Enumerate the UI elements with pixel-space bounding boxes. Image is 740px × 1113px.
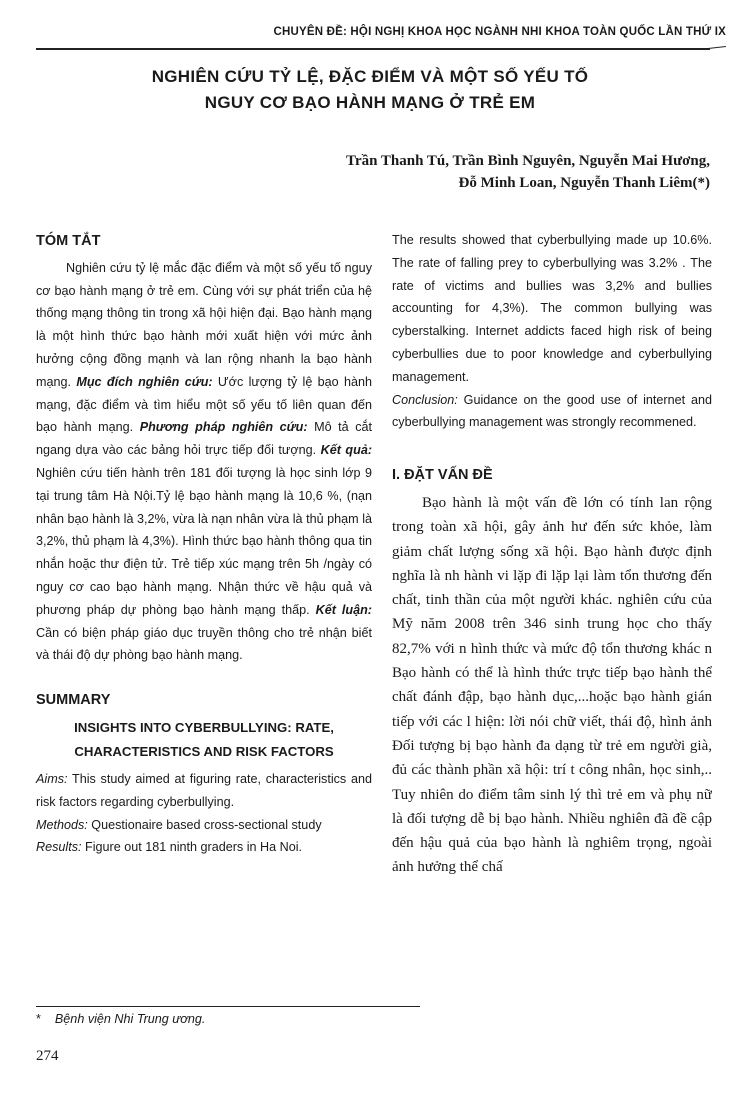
summary-aims	[36, 768, 372, 814]
page-number: 274	[36, 1048, 59, 1064]
summary-conclusion	[392, 389, 712, 435]
results-label: Results:	[36, 840, 82, 855]
tom-tat-intro: Nghiên cứu tỷ lệ mắc đặc điểm và một số yếu tố nguy cơ bạo hành mạng ở trẻ em. Cùng với sự phát triển của hệ thống mạng thông tin trong xã hội hiện đại. Bạo hành mạng là một hình thức bạo hành mới xuất hiện với mức ảnh hưởng cộng đồng mạnh và lan rộng nhanh la bạo hành mạng.	[36, 260, 372, 389]
conclusion-text: Guidance on the good use of internet and cyberbullying management was strongly recommened.	[392, 392, 712, 430]
left-column	[36, 230, 372, 859]
conclusion-label: Conclusion:	[392, 392, 458, 407]
summary-heading: SUMMARY	[36, 692, 111, 709]
running-header: CHUYÊN ĐỀ: HỘI NGHỊ KHOA HỌC NGÀNH NHI KHOA TOÀN QUỐC LẦN THỨ IX	[273, 26, 726, 38]
ket-qua-text: Nghiên cứu tiến hành trên 181 đối tượng là học sinh lớp 9 tại trung tâm Hà Nội.Tỷ lệ bạo hành mạng là 10,6 %, (nạn nhân bạo hành là 3,2%, vừa là nạn nhân vừa là thủ phạm là 3,2%, thủ phạm là 4,3%). Hình thức bạo hành thông qua tin nhắn hoặc thư điện tử. Trẻ tiếp xúc mạng trên 5h /ngày có nguy cơ cao bạo hành mạng. Nhận thức về hậu quả và phương pháp dự phòng bạo hành mạng thấp.	[36, 465, 372, 617]
summary-methods	[36, 814, 372, 837]
summary-results-continued: The results showed that cyberbullying made up 10.6%. The rate of falling prey to cyberbullying was 3.2% . The rate of victims and bullies was 3,2% and bullies accounting for 4,3%). The common bullying was cyberstalking. Internet addicts faced high risk of being cyberbullies due to poor knowledge and cyberbullying management.	[392, 233, 712, 384]
footnote-marker: *	[36, 1012, 41, 1026]
title-line-1: NGHIÊN CỨU TỶ LỆ, ĐẶC ĐIỂM VÀ MỘT SỐ YẾU TỐ	[151, 67, 589, 86]
aims-text: This study aimed at figuring rate, characteristics and risk factors regarding cyberbullying.	[36, 771, 372, 809]
authors-line-2: Đỗ Minh Loan, Nguyễn Thanh Liêm(*)	[458, 175, 710, 191]
results-text-left: Figure out 181 ninth graders in Ha Noi.	[81, 840, 303, 855]
phuong-phap-text: Mô tả cắt ngang dựa vào các bảng hỏi trực tiếp đối tượng.	[36, 420, 372, 458]
footnote-rule	[36, 1006, 420, 1007]
methods-text: Questionaire based cross-sectional study	[87, 817, 322, 832]
right-column	[392, 229, 712, 1001]
authors-line-1: Trần Thanh Tú, Trần Bình Nguyên, Nguyễn Mai Hương,	[346, 153, 710, 169]
footnote-text: Bệnh viện Nhi Trung ương.	[54, 1012, 206, 1026]
ket-luan-text: Cần có biện pháp giáo dục truyền thông cho trẻ nhận biết và thái độ dự phòng bạo hành mạng.	[36, 625, 372, 663]
intro-heading: I. ĐẶT VẤN ĐỀ	[392, 467, 493, 484]
summary-title: INSIGHTS INTO CYBERBULLYING: RATE, CHARACTERISTICS AND RISK FACTORS	[74, 719, 334, 759]
summary-results	[36, 836, 372, 859]
tom-tat-body	[36, 257, 372, 667]
muc-dich-text: Ước lượng tỷ lệ bạo hành mạng, đặc điểm và tìm hiểu một số yếu tố liên quan đến bạo hành mạng.	[36, 374, 373, 435]
phuong-phap-label: Phương pháp nghiên cứu:	[139, 420, 308, 435]
aims-label: Aims:	[36, 771, 68, 786]
muc-dich-label: Mục đích nghiên cứu:	[76, 374, 213, 389]
footnote	[36, 1012, 436, 1026]
tom-tat-heading: TÓM TẮT	[36, 233, 101, 249]
methods-label: Methods:	[36, 817, 88, 832]
ket-luan-label: Kết luận:	[315, 602, 373, 617]
title-line-2: NGUY CƠ BẠO HÀNH MẠNG Ở TRẺ EM	[204, 93, 536, 112]
ket-qua-label: Kết quả:	[320, 443, 373, 458]
authors	[210, 150, 710, 194]
header-rule	[36, 48, 710, 50]
paper-title	[60, 64, 680, 116]
intro-body: Bạo hành là một vấn đề lớn có tính lan rộng trong toàn xã hội, gây ảnh hư đến sức khỏe, làm giảm chất lượng sống xã hội. Bạo hành được định nghĩa là nh hành vi lặp đi lặp lại làm tổn thương đến chất, tinh thần của một người khác. nghiên cứu của Mỹ năm 2008 trên 346 sinh trung học cho thấy 82,7% với n hình thức và mức độ tổn thương khác n Bạo hành có thể là hình thức trực tiếp bạo hành thể chất đánh đập, bạo hành dục,...hoặc bạo hành gián tiếp với các l hiện: lời nói chữ viết, thái độ, hình ảnh Đối tượng bị bạo hành đa dạng từ trẻ em người già, đủ các thành phần xã hội: trí t công nhân, học sinh,.. Tuy nhiên do điểm tâm sinh lý thì trẻ em và phụ nữ là đối tượng dễ bị bạo hành. Nhiều nghiên đã đề cập đến hậu quả của bạo hành là nghiêm trọng, ngoài ảnh hưởng thể chấ	[392, 494, 712, 876]
